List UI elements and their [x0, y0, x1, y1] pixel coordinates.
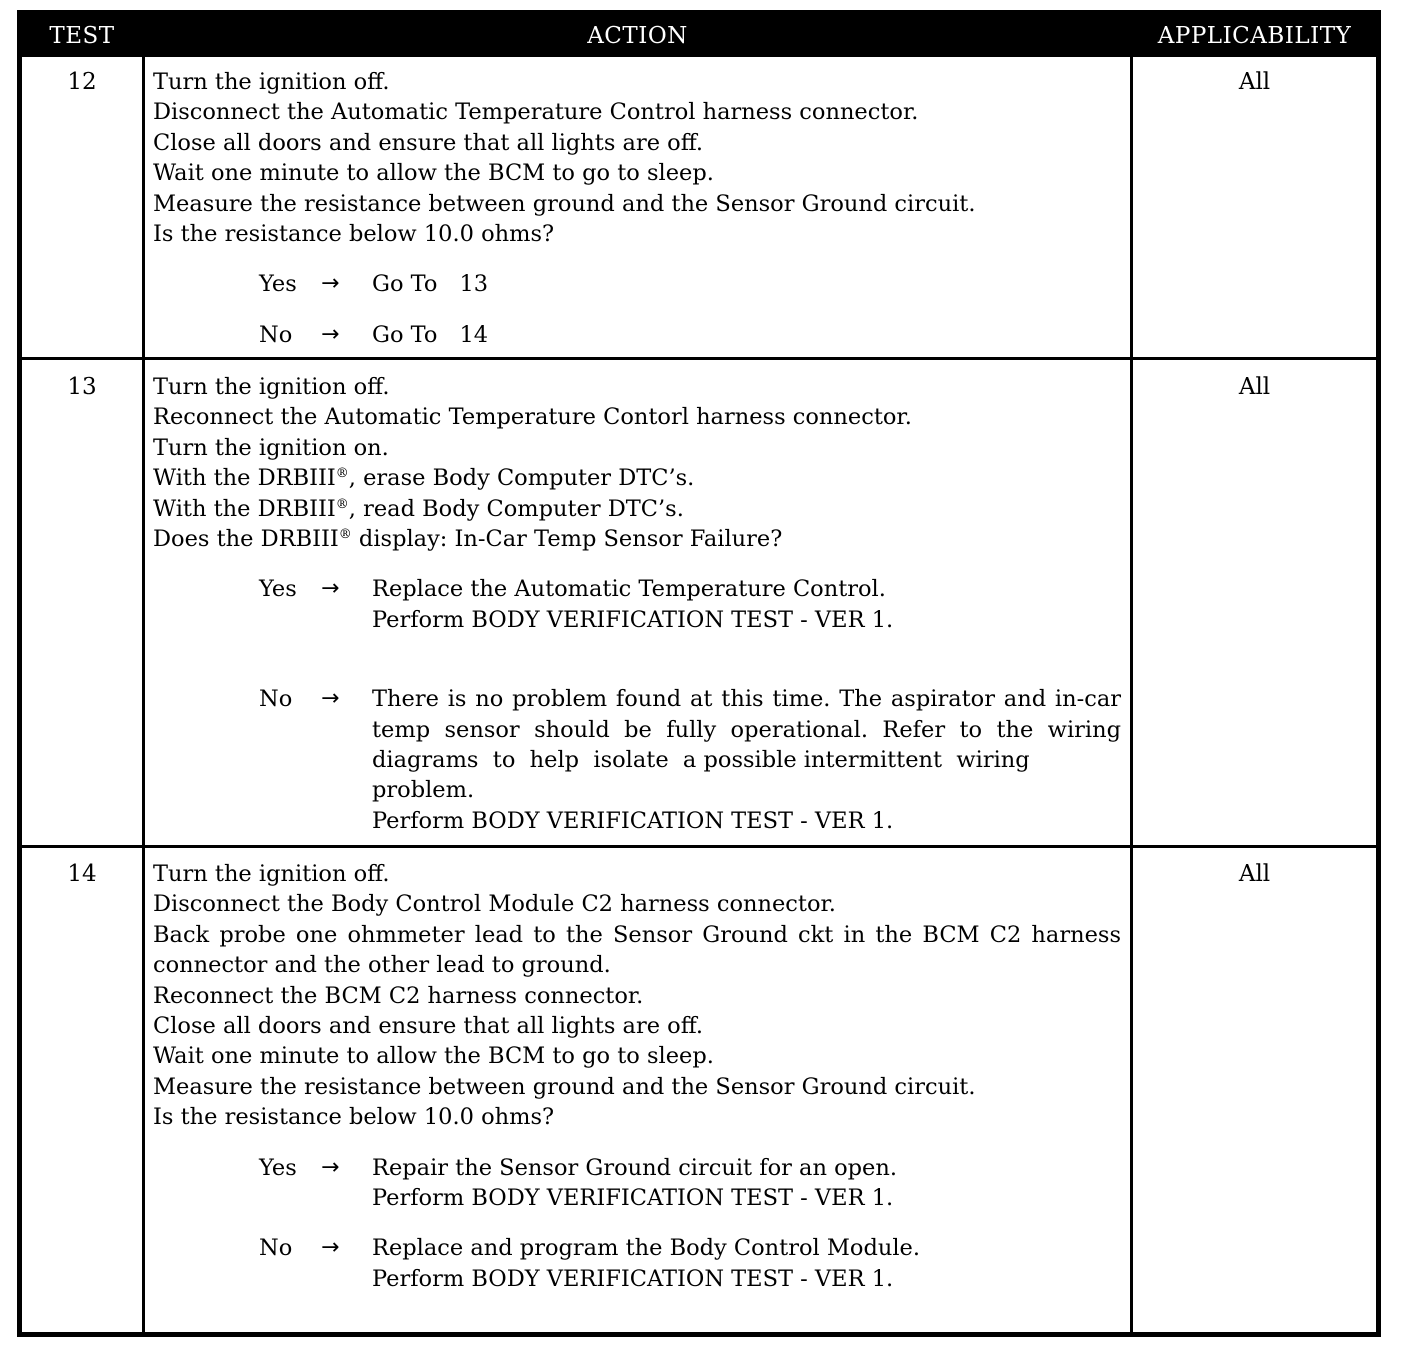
test-number: 13	[67, 374, 97, 400]
goto-label: Go To	[372, 321, 438, 348]
action-step: With the DRBIII®, read Body Computer DTC’s.	[153, 495, 684, 522]
outcome-text: temp sensor should be fully operational. Refer to the wiring	[372, 716, 1121, 743]
row-divider	[22, 357, 1376, 360]
action-step: Does the DRBIII® display: In-Car Temp Sensor Failure?	[153, 526, 783, 553]
action-step: Disconnect the Automatic Temperature Control harness connector.	[153, 99, 919, 126]
row-divider	[22, 845, 1376, 848]
outcome-text: Replace the Automatic Temperature Control.	[372, 576, 886, 603]
applicability-value: All	[1238, 861, 1271, 887]
arrow-right-icon: →	[321, 686, 340, 712]
diagnostic-test-table	[17, 10, 1381, 1337]
outcome-text: problem.	[372, 777, 475, 804]
action-cell	[153, 67, 1121, 350]
outcome-label: Yes	[259, 1154, 297, 1181]
action-step: Turn the ignition off.	[153, 374, 390, 400]
action-step: Measure the resistance between ground and the Sensor Ground circuit.	[153, 190, 976, 217]
action-step: Turn the ignition off.	[153, 69, 390, 95]
arrow-right-icon: →	[321, 576, 340, 602]
goto-test-number: 13	[459, 271, 489, 298]
action-cell	[153, 372, 1121, 836]
test-number: 14	[67, 861, 97, 887]
outcome-text: Replace and program the Body Control Module.	[372, 1235, 920, 1262]
arrow-right-icon: →	[321, 1154, 340, 1180]
action-step: Is the resistance below 10.0 ohms?	[153, 1104, 555, 1131]
action-step: Reconnect the Automatic Temperature Contorl harness connector.	[153, 404, 912, 431]
action-step: Disconnect the Body Control Module C2 harness connector.	[153, 891, 836, 918]
outcome-label: No	[259, 1235, 293, 1262]
arrow-right-icon: →	[321, 1235, 340, 1261]
outcome-label: No	[259, 321, 293, 348]
outcome-label: No	[259, 686, 293, 713]
action-step: Turn the ignition on.	[153, 434, 389, 461]
action-step: Wait one minute to allow the BCM to go to sleep.	[153, 160, 714, 187]
outcome-no	[259, 684, 1121, 836]
action-step: With the DRBIII®, erase Body Computer DTC’s.	[153, 465, 695, 492]
action-step: Measure the resistance between ground and the Sensor Ground circuit.	[153, 1073, 976, 1100]
test-number: 12	[67, 69, 97, 95]
outcome-label: Yes	[259, 271, 297, 298]
outcome-text: Perform BODY VERIFICATION TEST - VER 1.	[372, 606, 894, 633]
outcome-yes	[259, 269, 1121, 299]
table-header	[22, 15, 1376, 57]
header-action: ACTION	[587, 23, 688, 49]
action-step: connector and the other lead to ground.	[153, 952, 611, 979]
action-step: Close all doors and ensure that all lights are off.	[153, 1013, 704, 1040]
goto-label: Go To	[372, 271, 438, 298]
outcome-text: Perform BODY VERIFICATION TEST - VER 1.	[372, 807, 894, 834]
column-divider	[142, 57, 145, 1332]
action-step: Back probe one ohmmeter lead to the Sensor Ground ckt in the BCM C2 harness	[153, 921, 1121, 948]
outcome-text: There is no problem found at this time. The aspirator and in-car	[372, 686, 1121, 713]
header-applicability: APPLICABILITY	[1157, 23, 1352, 49]
arrow-right-icon: →	[321, 321, 340, 347]
arrow-right-icon: →	[321, 271, 340, 297]
action-step: Close all doors and ensure that all lights are off.	[153, 129, 704, 156]
outcome-yes	[259, 574, 1121, 635]
applicability-value: All	[1238, 69, 1271, 95]
outcome-yes	[259, 1153, 1121, 1214]
action-cell	[153, 859, 1121, 1294]
action-step: Wait one minute to allow the BCM to go to sleep.	[153, 1043, 714, 1070]
action-step: Turn the ignition off.	[153, 861, 390, 887]
goto-test-number: 14	[459, 321, 489, 348]
outcome-no	[259, 1233, 1121, 1294]
applicability-value: All	[1238, 374, 1271, 400]
outcome-text: Perform BODY VERIFICATION TEST - VER 1.	[372, 1185, 894, 1212]
header-test: TEST	[49, 23, 115, 49]
outcome-no	[259, 320, 1121, 350]
action-step: Reconnect the BCM C2 harness connector.	[153, 982, 644, 1009]
column-divider	[1130, 57, 1133, 1332]
outcome-text: Repair the Sensor Ground circuit for an open.	[372, 1154, 897, 1181]
outcome-text: diagrams to help isolate a possible intermittent wiring	[372, 747, 1030, 774]
outcome-text: Perform BODY VERIFICATION TEST - VER 1.	[372, 1265, 894, 1292]
outcome-label: Yes	[259, 576, 297, 603]
action-step: Is the resistance below 10.0 ohms?	[153, 221, 555, 248]
